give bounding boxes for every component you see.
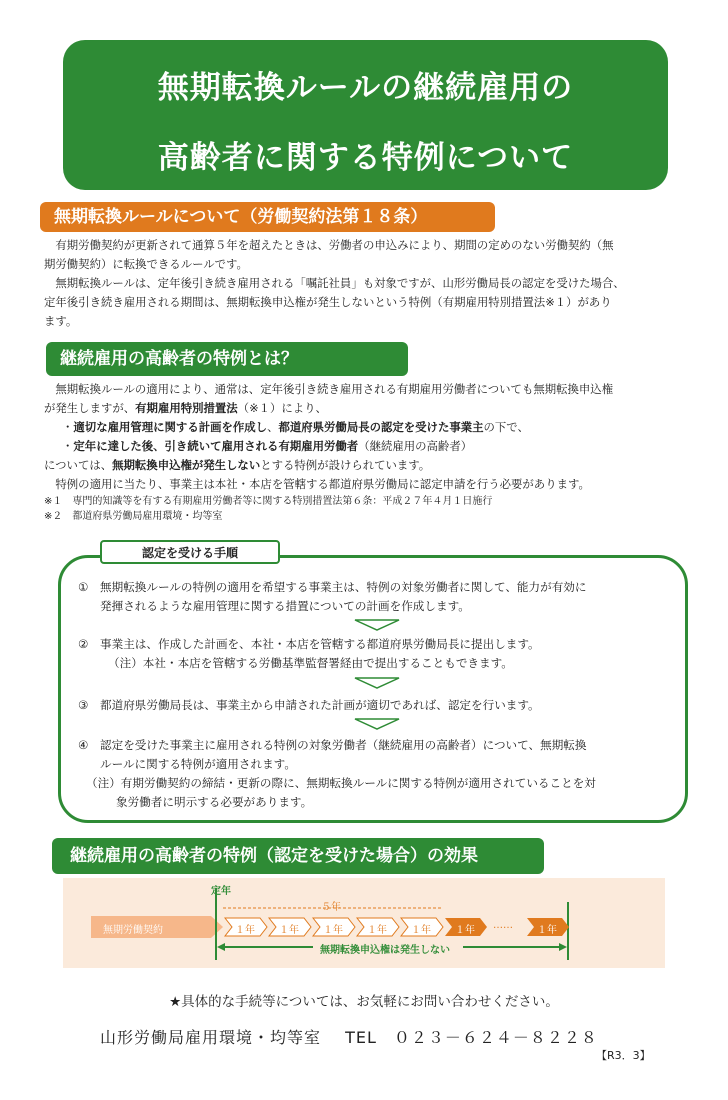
year-label: １年 bbox=[455, 925, 475, 936]
year-label: １年 bbox=[323, 925, 343, 936]
step-3-line1: 都道府県労働局長は、事業主から申請された計画が適切であれば、認定を行います。 bbox=[100, 698, 540, 712]
step-number: ③ bbox=[78, 698, 89, 712]
text: の下で、 bbox=[483, 420, 529, 434]
text: が発生しますが、 bbox=[44, 401, 136, 415]
text: （※１）により、 bbox=[237, 401, 327, 415]
section2-line3 bbox=[44, 418, 684, 437]
step-1-line1: 無期転換ルールの特例の適用を希望する事業主は、特例の対象労働者に関して、能力が有効に bbox=[100, 580, 587, 594]
section2-line1: 無期転換ルールの適用により、通常は、定年後引き続き雇用される有期雇用労働者についても無期転換申込権 bbox=[55, 382, 614, 396]
year-label: １年 bbox=[367, 925, 387, 936]
down-arrow-icon bbox=[354, 677, 400, 689]
procedure-tag: 認定を受ける手順 bbox=[100, 540, 280, 564]
teinen-label: 定年 bbox=[211, 886, 231, 897]
arrow-head-left bbox=[217, 943, 225, 951]
step-number: ① bbox=[78, 580, 89, 594]
step-4 bbox=[78, 736, 673, 812]
section1-body bbox=[44, 236, 684, 331]
text: については、 bbox=[44, 458, 113, 472]
text: （継続雇用の高齢者） bbox=[358, 439, 473, 453]
step-4-line2: ルールに関する特例が適用されます。 bbox=[100, 757, 296, 771]
section1-p2-line3: ます。 bbox=[44, 314, 78, 328]
emphasis: 無期転換申込権が発生しない bbox=[112, 458, 261, 472]
section2-line5 bbox=[44, 456, 684, 475]
effect-diagram bbox=[63, 878, 665, 968]
down-arrow-icon bbox=[354, 718, 400, 730]
year-label: １年 bbox=[537, 925, 557, 936]
year-label: １年 bbox=[235, 925, 255, 936]
ellipsis: …… bbox=[493, 920, 513, 931]
title-banner bbox=[63, 40, 668, 190]
section1-p1-line2: 期労働契約）に転換できるルールです。 bbox=[44, 257, 248, 271]
emphasis: 都道府県労働局長の認定を受けた事業主 bbox=[278, 420, 484, 434]
step-4-line4: 象労働者に明示する必要があります。 bbox=[116, 795, 313, 809]
text: 、 bbox=[267, 420, 279, 434]
title-line1: 無期転換ルールの継続雇用の bbox=[157, 70, 574, 106]
year-label: １年 bbox=[279, 925, 299, 936]
section1-p2-line2: 定年後引き続き雇用される期間は、無期転換申込権が発生しないという特例（有期雇用特別措置法※１）があり bbox=[44, 295, 612, 309]
section3-heading: 継続雇用の高齢者の特例（認定を受けた場合）の効果 bbox=[52, 838, 544, 874]
section1-p1-line1: 有期労働契約が更新されて通算５年を超えたときは、労働者の申込みにより、期間の定めのない労働契約（無 bbox=[55, 238, 614, 252]
footnote-1: ※１ 専門的知識等を有する有期雇用労働者等に関する特別措置法第６条：平成２７年４月１日施行 bbox=[44, 496, 493, 507]
arrow-head-right bbox=[559, 943, 567, 951]
section2-line4 bbox=[44, 437, 684, 456]
step-2 bbox=[78, 635, 673, 673]
bullet: ・ bbox=[62, 420, 74, 434]
section2-heading: 継続雇用の高齢者の特例とは？ bbox=[46, 342, 408, 376]
footnote-2: ※２ 都道府県労働局雇用環境・均等室 bbox=[44, 511, 223, 522]
step-4-line3: （注）有期労働契約の締結・更新の際に、無期転換ルールに関する特例が適用されていることを対 bbox=[86, 776, 596, 790]
down-arrow-icon bbox=[354, 619, 400, 631]
step-4-line1: 認定を受けた事業主に雇用される特例の対象労働者（継続雇用の高齢者）について、無期転換 bbox=[100, 738, 587, 752]
step-number: ② bbox=[78, 637, 89, 651]
step-2-line1: 事業主は、作成した計画を、本社・本店を管轄する都道府県労働局長に提出します。 bbox=[100, 637, 540, 651]
section2-line6: 特例の適用に当たり、事業主は本社・本店を管轄する都道府県労働局に認定申請を行う必要があります。 bbox=[55, 477, 590, 491]
section1-heading: 無期転換ルールについて（労働契約法第１８条） bbox=[40, 202, 495, 232]
section2-body bbox=[44, 380, 684, 524]
telephone: TEL ０２３－６２４－８２２８ bbox=[345, 1028, 598, 1047]
step-2-line2: （注）本社・本店を管轄する労働基準監督署経由で提出することもできます。 bbox=[108, 656, 513, 670]
contract-label: 無期労働契約 bbox=[103, 925, 163, 936]
section1-p2-line1: 無期転換ルールは、定年後引き続き雇用される「嘱託社員」も対象ですが、山形労働局長の認定を受けた場合、 bbox=[55, 276, 625, 290]
no-right-label: 無期転換申込権は発生しない bbox=[320, 945, 450, 956]
issue-date: 【R3．3】 bbox=[596, 1049, 651, 1062]
year-label: １年 bbox=[411, 925, 431, 936]
title-line2: 高齢者に関する特例について bbox=[157, 140, 574, 176]
step-1-line2: 発揮されるような雇用管理に関する措置についての計画を作成します。 bbox=[100, 599, 470, 613]
bullet: ・ bbox=[62, 439, 74, 453]
contact-note: ★具体的な手続等については、お気軽にお問い合わせください。 bbox=[169, 994, 559, 1010]
emphasis: 有期雇用特別措置法 bbox=[135, 401, 238, 415]
office-name: 山形労働局雇用環境・均等室 bbox=[100, 1028, 322, 1047]
step-1 bbox=[78, 578, 673, 616]
emphasis: 適切な雇用管理に関する計画を作成し bbox=[73, 420, 268, 434]
section2-line2 bbox=[44, 399, 684, 418]
five-year-label: ５年 bbox=[321, 902, 341, 913]
step-3 bbox=[78, 696, 673, 715]
text: とする特例が設けられています。 bbox=[260, 458, 431, 472]
contact-line bbox=[100, 1025, 598, 1048]
step-number: ④ bbox=[78, 738, 89, 752]
emphasis: 定年に達した後、引き続いて雇用される有期雇用労働者 bbox=[73, 439, 359, 453]
